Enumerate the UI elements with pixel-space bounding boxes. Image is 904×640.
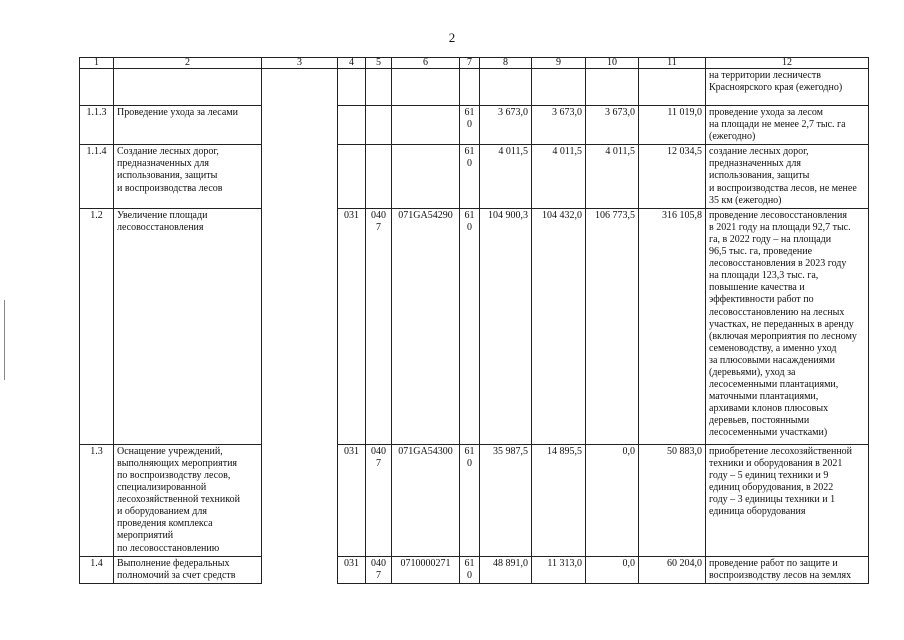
- header-row: [80, 58, 869, 69]
- measure-name: Увеличение площади лесовосстановления: [114, 208, 262, 444]
- grbs-code: 031: [338, 556, 366, 583]
- amount-2022: [532, 69, 586, 106]
- expense-type-code: 610: [460, 208, 480, 444]
- amount-2023: 4 011,5: [586, 145, 639, 208]
- section-code: [366, 106, 392, 145]
- amount-2022: 3 673,0: [532, 106, 586, 145]
- measure-name: Создание лесных дорог, предназначенных для использования, защиты и воспроизводства лесов: [114, 145, 262, 208]
- header-cell: 7: [460, 58, 480, 69]
- amount-total: 60 204,0: [639, 556, 706, 583]
- grbs-code: 031: [338, 208, 366, 444]
- executor-cell: [262, 444, 338, 556]
- header-cell: 11: [639, 58, 706, 69]
- target-article-code: [392, 106, 460, 145]
- expected-result: создание лесных дорог, предназначенных для использования, защиты и воспроизводства лесов, не менее 35 км (ежегодно): [706, 145, 869, 208]
- target-article-code: [392, 145, 460, 208]
- header-cell: 8: [480, 58, 532, 69]
- row-number: [80, 69, 114, 106]
- expense-type-code: 610: [460, 145, 480, 208]
- target-article-code: 071GA54290: [392, 208, 460, 444]
- header-cell: 10: [586, 58, 639, 69]
- expected-result: на территории лесничеств Красноярского края (ежегодно): [706, 69, 869, 106]
- header-cell: 9: [532, 58, 586, 69]
- target-article-code: 071GA54300: [392, 444, 460, 556]
- amount-2023: 106 773,5: [586, 208, 639, 444]
- amount-2022: 104 432,0: [532, 208, 586, 444]
- grbs-code: [338, 145, 366, 208]
- amount-2021: 104 900,3: [480, 208, 532, 444]
- table-row: [80, 444, 869, 556]
- amount-2022: 4 011,5: [532, 145, 586, 208]
- header-cell: 6: [392, 58, 460, 69]
- expected-result: проведение ухода за лесом на площади не менее 2,7 тыс. га (ежегодно): [706, 106, 869, 145]
- header-cell: 12: [706, 58, 869, 69]
- row-number: 1.1.4: [80, 145, 114, 208]
- amount-2021: 3 673,0: [480, 106, 532, 145]
- table-row: [80, 106, 869, 145]
- executor-cell: [262, 69, 338, 106]
- section-code: 0407: [366, 444, 392, 556]
- header-cell: 3: [262, 58, 338, 69]
- header-cell: 1: [80, 58, 114, 69]
- header-cell: 4: [338, 58, 366, 69]
- amount-2023: 0,0: [586, 556, 639, 583]
- page-number: 2: [448, 30, 456, 45]
- expected-result: проведение лесовосстановления в 2021 году на площади 92,7 тыс. га, в 2022 году – на площади 96,5 тыс. га, проведение лесовосстановления в 2023 году на площади 123,3 тыс. га, повышение качества и эффективности работ по лесовосстановлению на лесных участках, не переданных в аренду (включая мероприятия по лесному семеноводству, а именно уход за плюсовыми насаждениями (деревьями), уход за лесосеменными плантациями, маточными плантациями, архивами клонов плюсовых деревьев, постоянными лесосеменными участками): [706, 208, 869, 444]
- row-number: 1.1.3: [80, 106, 114, 145]
- expected-result: проведение работ по защите и воспроизводству лесов на землях: [706, 556, 869, 583]
- expense-type-code: [460, 69, 480, 106]
- amount-2021: 35 987,5: [480, 444, 532, 556]
- header-cell: 2: [114, 58, 262, 69]
- section-code: 0407: [366, 208, 392, 444]
- executor-cell: [262, 208, 338, 444]
- grbs-code: [338, 69, 366, 106]
- amount-total: 11 019,0: [639, 106, 706, 145]
- measure-name: Выполнение федеральных полномочий за счет средств: [114, 556, 262, 583]
- measure-name: [114, 69, 262, 106]
- expense-type-code: 610: [460, 106, 480, 145]
- executor-cell: [262, 145, 338, 208]
- amount-2023: [586, 69, 639, 106]
- header-cell: 5: [366, 58, 392, 69]
- section-code: [366, 69, 392, 106]
- amount-2021: 48 891,0: [480, 556, 532, 583]
- expense-type-code: 610: [460, 444, 480, 556]
- scan-artifact-line: [4, 300, 5, 380]
- measure-name: Оснащение учреждений, выполняющих мероприятия по воспроизводству лесов, специализированной лесохозяйственной техникой и оборудованием для проведения комплекса мероприятий по лесовосстановлению: [114, 444, 262, 556]
- section-code: 0407: [366, 556, 392, 583]
- grbs-code: 031: [338, 444, 366, 556]
- table-row: [80, 69, 869, 106]
- target-article-code: [392, 69, 460, 106]
- amount-total: 316 105,8: [639, 208, 706, 444]
- row-number: 1.2: [80, 208, 114, 444]
- budget-table: [79, 57, 869, 584]
- table-row: [80, 208, 869, 444]
- amount-2021: 4 011,5: [480, 145, 532, 208]
- amount-2022: 14 895,5: [532, 444, 586, 556]
- amount-2021: [480, 69, 532, 106]
- amount-total: 50 883,0: [639, 444, 706, 556]
- executor-cell: [262, 556, 338, 583]
- table-row: [80, 556, 869, 583]
- measure-name: Проведение ухода за лесами: [114, 106, 262, 145]
- grbs-code: [338, 106, 366, 145]
- expected-result: приобретение лесохозяйственной техники и оборудования в 2021 году – 5 единиц техники и 9 единиц оборудования, в 2022 году – 3 единицы техники и 1 единица оборудования: [706, 444, 869, 556]
- expense-type-code: 610: [460, 556, 480, 583]
- target-article-code: 0710000271: [392, 556, 460, 583]
- row-number: 1.3: [80, 444, 114, 556]
- executor-cell: [262, 106, 338, 145]
- section-code: [366, 145, 392, 208]
- amount-total: [639, 69, 706, 106]
- row-number: 1.4: [80, 556, 114, 583]
- amount-2023: 3 673,0: [586, 106, 639, 145]
- amount-2023: 0,0: [586, 444, 639, 556]
- amount-2022: 11 313,0: [532, 556, 586, 583]
- table-row: [80, 145, 869, 208]
- amount-total: 12 034,5: [639, 145, 706, 208]
